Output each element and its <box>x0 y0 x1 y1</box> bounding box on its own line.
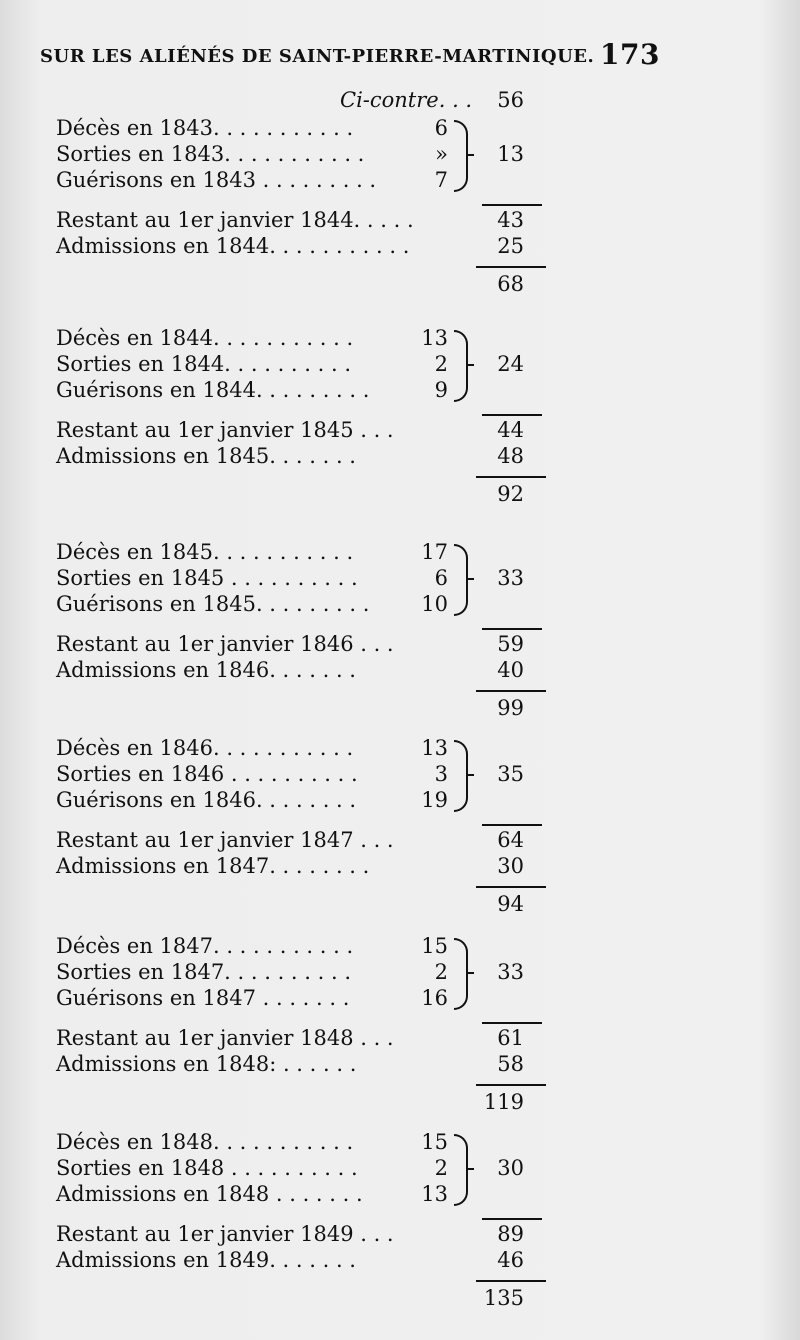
admissions-label: Admissions en 1844. . . . . . . . . . . <box>56 234 410 258</box>
brace-tip <box>466 774 474 776</box>
subtract-rule <box>482 1022 542 1024</box>
admissions-value: 25 <box>497 234 524 258</box>
entry-label: Guérisons en 1843 . . . . . . . . . <box>56 168 377 192</box>
running-total: 68 <box>497 272 524 296</box>
restant-label: Restant au 1er janvier 1848 . . . <box>56 1026 394 1050</box>
brace-tip <box>466 1168 474 1170</box>
total-rule <box>476 266 546 268</box>
admissions-label: Admissions en 1845. . . . . . . <box>56 444 356 468</box>
entry-label: Décès en 1844. . . . . . . . . . . <box>56 326 354 350</box>
restant-label: Restant au 1er janvier 1845 . . . <box>56 418 394 442</box>
entry-value: 17 <box>421 540 448 564</box>
admissions-label: Admissions en 1849. . . . . . . <box>56 1248 356 1272</box>
grouping-brace <box>454 938 468 1010</box>
admissions-value: 46 <box>497 1248 524 1272</box>
grouping-brace <box>454 740 468 812</box>
restant-value: 89 <box>497 1222 524 1246</box>
entry-value: 7 <box>434 168 448 192</box>
entry-value: 13 <box>421 736 448 760</box>
restant-label: Restant au 1er janvier 1847 . . . <box>56 828 394 852</box>
grouping-brace <box>454 1134 468 1206</box>
entry-value: 2 <box>434 960 448 984</box>
entry-value: 3 <box>434 762 448 786</box>
subtract-rule <box>482 414 542 416</box>
total-rule <box>476 886 546 888</box>
restant-label: Restant au 1er janvier 1844. . . . . <box>56 208 414 232</box>
total-rule <box>476 690 546 692</box>
entry-label: Décès en 1847. . . . . . . . . . . <box>56 934 354 958</box>
brace-tip <box>466 578 474 580</box>
subtract-rule <box>482 824 542 826</box>
brace-tip <box>466 972 474 974</box>
subtract-rule <box>482 628 542 630</box>
restant-value: 43 <box>497 208 524 232</box>
running-total: 94 <box>497 892 524 916</box>
entry-value: 2 <box>434 1156 448 1180</box>
entry-label: Décès en 1845. . . . . . . . . . . <box>56 540 354 564</box>
entry-label: Guérisons en 1846. . . . . . . . <box>56 788 357 812</box>
brace-tip <box>466 364 474 366</box>
entry-label: Sorties en 1845 . . . . . . . . . . <box>56 566 358 590</box>
subtract-rule <box>482 1218 542 1220</box>
carry-value: 56 <box>497 88 524 112</box>
restant-label: Restant au 1er janvier 1846 . . . <box>56 632 394 656</box>
entry-label: Sorties en 1847. . . . . . . . . . <box>56 960 352 984</box>
entry-label: Sorties en 1848 . . . . . . . . . . <box>56 1156 358 1180</box>
admissions-value: 40 <box>497 658 524 682</box>
grouping-brace <box>454 120 468 192</box>
entry-value: » <box>435 142 448 166</box>
entry-label: Guérisons en 1847 . . . . . . . <box>56 986 350 1010</box>
running-total: 119 <box>483 1090 524 1114</box>
grouping-brace <box>454 544 468 616</box>
group-sum: 33 <box>497 960 524 984</box>
restant-label: Restant au 1er janvier 1849 . . . <box>56 1222 394 1246</box>
entry-value: 9 <box>434 378 448 402</box>
group-sum: 24 <box>497 352 524 376</box>
admissions-value: 48 <box>497 444 524 468</box>
entry-value: 15 <box>421 1130 448 1154</box>
restant-value: 59 <box>497 632 524 656</box>
entry-label: Décès en 1846. . . . . . . . . . . <box>56 736 354 760</box>
group-sum: 35 <box>497 762 524 786</box>
brace-tip <box>466 154 474 156</box>
running-total: 135 <box>483 1286 524 1310</box>
admissions-label: Admissions en 1847. . . . . . . . <box>56 854 370 878</box>
admissions-label: Admissions en 1848: . . . . . . <box>56 1052 357 1076</box>
group-sum: 30 <box>497 1156 524 1180</box>
group-sum: 13 <box>497 142 524 166</box>
entry-value: 15 <box>421 934 448 958</box>
admissions-label: Admissions en 1846. . . . . . . <box>56 658 356 682</box>
entry-label: Sorties en 1846 . . . . . . . . . . <box>56 762 358 786</box>
running-title: SUR LES ALIÉNÉS DE SAINT-PIERRE-MARTINIQUE. <box>40 46 595 67</box>
entry-label: Sorties en 1843. . . . . . . . . . . <box>56 142 365 166</box>
entry-label: Admissions en 1848 . . . . . . . <box>56 1182 363 1206</box>
grouping-brace <box>454 330 468 402</box>
restant-value: 61 <box>497 1026 524 1050</box>
entry-value: 13 <box>421 326 448 350</box>
admissions-value: 58 <box>497 1052 524 1076</box>
group-sum: 33 <box>497 566 524 590</box>
entry-label: Guérisons en 1845. . . . . . . . . <box>56 592 370 616</box>
entry-value: 2 <box>434 352 448 376</box>
entry-value: 13 <box>421 1182 448 1206</box>
subtract-rule <box>482 204 542 206</box>
entry-value: 16 <box>421 986 448 1010</box>
entry-label: Sorties en 1844. . . . . . . . . . <box>56 352 352 376</box>
entry-value: 6 <box>434 116 448 140</box>
carry-label: Ci-contre. . . <box>340 88 473 112</box>
entry-value: 19 <box>421 788 448 812</box>
page-number: 173 <box>600 38 660 71</box>
running-total: 92 <box>497 482 524 506</box>
entry-label: Décès en 1843. . . . . . . . . . . <box>56 116 354 140</box>
total-rule <box>476 1084 546 1086</box>
restant-value: 64 <box>497 828 524 852</box>
entry-value: 6 <box>434 566 448 590</box>
restant-value: 44 <box>497 418 524 442</box>
admissions-value: 30 <box>497 854 524 878</box>
running-header <box>40 38 660 72</box>
running-total: 99 <box>497 696 524 720</box>
total-rule <box>476 1280 546 1282</box>
total-rule <box>476 476 546 478</box>
entry-label: Décès en 1848. . . . . . . . . . . <box>56 1130 354 1154</box>
entry-value: 10 <box>421 592 448 616</box>
entry-label: Guérisons en 1844. . . . . . . . . <box>56 378 370 402</box>
